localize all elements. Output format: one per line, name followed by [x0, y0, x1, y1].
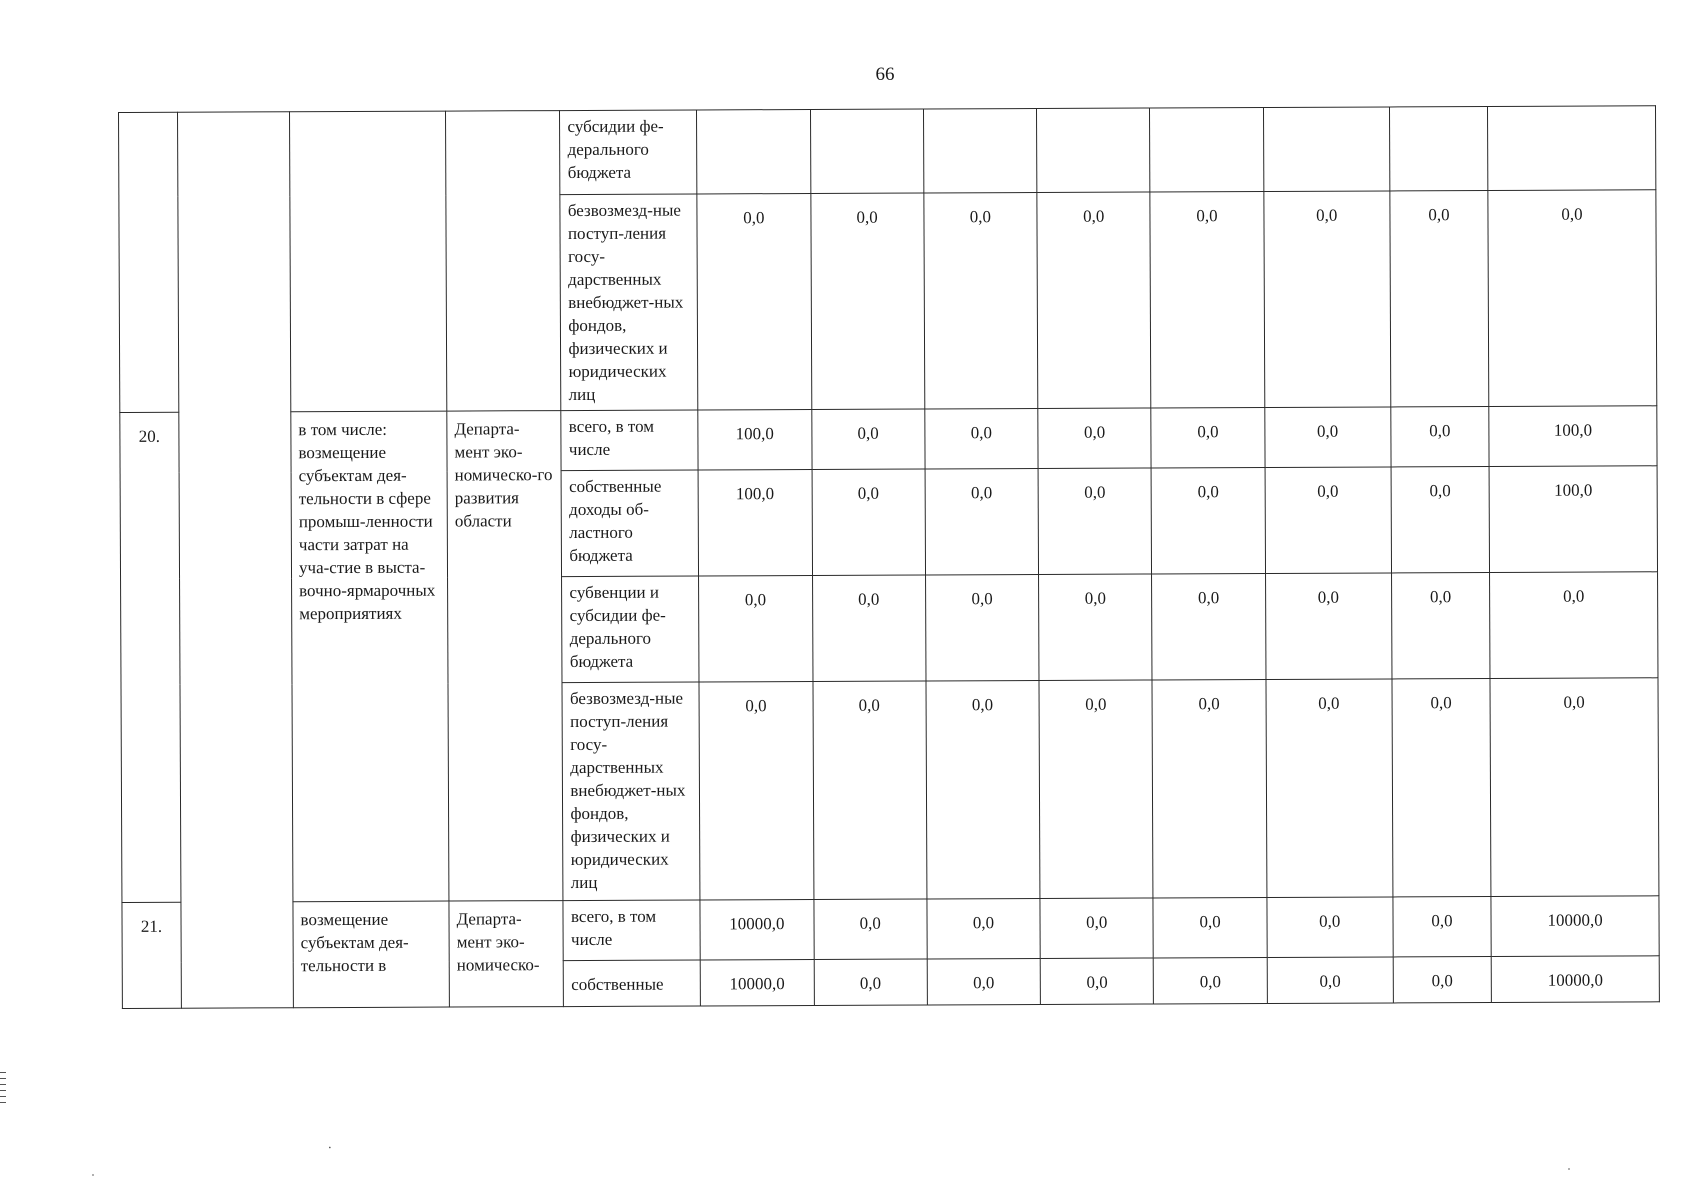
- funding-source-cell: субсидии фе-дерального бюджета: [560, 110, 697, 195]
- scan-speck: [92, 1174, 94, 1176]
- table-row: [120, 406, 1657, 473]
- value-cell: 0,0: [1391, 407, 1490, 467]
- measure-cell: возмещение субъектам дея-тельности в: [293, 901, 450, 1008]
- executor-cell: [446, 111, 562, 411]
- funding-source-cell: всего, в том числе: [563, 900, 700, 961]
- scan-artifact: [0, 1084, 6, 1085]
- executor-cell: Департа-мент эко-номическо-: [449, 901, 564, 1007]
- value-cell: [1488, 106, 1656, 191]
- budget-table: [118, 105, 1660, 1009]
- value-cell: 0,0: [810, 193, 924, 409]
- scan-artifact: [0, 1102, 6, 1103]
- value-cell: 0,0: [813, 899, 927, 959]
- value-cell: 0,0: [1153, 897, 1267, 957]
- row-number-cell: [119, 112, 179, 412]
- value-cell: 0,0: [1040, 898, 1154, 958]
- value-cell: 0,0: [1391, 467, 1490, 573]
- value-cell: 0,0: [814, 959, 927, 1005]
- executor-cell: Департа-мент эко-номическо-го развития области: [447, 411, 563, 901]
- row-number-cell: 21.: [122, 902, 181, 1008]
- value-cell: 0,0: [1150, 192, 1264, 408]
- value-cell: 100,0: [1489, 406, 1657, 467]
- value-cell: 0,0: [1040, 958, 1153, 1004]
- value-cell: 0,0: [926, 680, 1040, 898]
- value-cell: [1389, 107, 1488, 191]
- value-cell: [697, 109, 811, 193]
- value-cell: 0,0: [1038, 408, 1152, 468]
- value-cell: 100,0: [698, 409, 812, 469]
- table-row: [122, 896, 1659, 963]
- value-cell: 0,0: [699, 681, 813, 899]
- value-cell: 100,0: [1489, 466, 1657, 573]
- measure-cell: в том числе: возмещение субъектам дея-тельности в сфере промыш-ленности части затрат на уча-стие в выста-вочно-ярмарочных мероприятиях: [291, 411, 449, 902]
- value-cell: [1037, 108, 1151, 192]
- value-cell: [1263, 107, 1389, 192]
- value-cell: 0,0: [1490, 678, 1659, 897]
- value-cell: 0,0: [925, 468, 1039, 574]
- value-cell: 0,0: [1391, 573, 1490, 679]
- page-number: 66: [875, 64, 895, 85]
- value-cell: 0,0: [1393, 897, 1492, 957]
- value-cell: 0,0: [1265, 573, 1392, 680]
- value-cell: 0,0: [927, 958, 1040, 1004]
- value-cell: 10000,0: [1491, 956, 1659, 1003]
- value-cell: 0,0: [1393, 957, 1492, 1003]
- value-cell: 0,0: [925, 408, 1039, 468]
- value-cell: 0,0: [812, 575, 926, 681]
- funding-source-cell: всего, в том числе: [561, 410, 698, 471]
- value-cell: 0,0: [1392, 679, 1491, 897]
- scan-speck: [1568, 1168, 1570, 1170]
- funding-source-cell: безвозмезд-ные поступ-ления госу-дарственных внебюджет-ных фондов, физических и юридических лиц: [562, 682, 700, 901]
- value-cell: 0,0: [1267, 957, 1393, 1004]
- value-cell: [923, 108, 1037, 192]
- value-cell: 0,0: [1490, 572, 1658, 679]
- value-cell: 0,0: [699, 575, 813, 681]
- value-cell: 0,0: [927, 898, 1041, 958]
- value-cell: 0,0: [1152, 573, 1266, 679]
- value-cell: 0,0: [812, 681, 926, 899]
- value-cell: 0,0: [1265, 467, 1392, 574]
- funding-source-cell: собственные доходы об-ластного бюджета: [561, 470, 698, 577]
- value-cell: 10000,0: [700, 899, 814, 959]
- value-cell: 0,0: [697, 193, 811, 409]
- value-cell: 10000,0: [1491, 896, 1659, 957]
- value-cell: 100,0: [698, 469, 812, 575]
- scan-artifact: [0, 1072, 6, 1073]
- value-cell: 0,0: [1152, 679, 1266, 897]
- program-dot: ·: [327, 1141, 333, 1157]
- value-cell: 10000,0: [700, 959, 813, 1005]
- value-cell: 0,0: [1151, 467, 1265, 573]
- funding-source-cell: субвенции и субсидии фе-дерального бюджета: [562, 576, 699, 683]
- scan-artifact: [0, 1096, 6, 1097]
- row-number-cell: 20.: [120, 412, 181, 902]
- value-cell: 0,0: [925, 574, 1039, 680]
- program-cell: [177, 112, 293, 1008]
- value-cell: 0,0: [1390, 191, 1489, 407]
- value-cell: 0,0: [812, 469, 926, 575]
- value-cell: 0,0: [811, 409, 925, 469]
- value-cell: 0,0: [1267, 897, 1393, 958]
- value-cell: 0,0: [1039, 680, 1153, 898]
- value-cell: 0,0: [1266, 679, 1393, 898]
- value-cell: 0,0: [1039, 574, 1153, 680]
- measure-cell: [290, 111, 447, 412]
- value-cell: 0,0: [1038, 468, 1152, 574]
- budget-table-sheet: [118, 105, 1660, 1157]
- scan-artifact: [0, 1090, 6, 1091]
- value-cell: [1150, 108, 1264, 192]
- value-cell: 0,0: [1151, 408, 1265, 468]
- value-cell: [810, 109, 924, 193]
- value-cell: 0,0: [1264, 407, 1390, 468]
- scan-artifact: [0, 1078, 6, 1079]
- funding-source-cell: безвозмезд-ные поступ-ления госу-дарственных внебюджет-ных фондов, физических и юридических лиц: [560, 194, 698, 411]
- value-cell: 0,0: [1264, 191, 1391, 408]
- funding-source-cell: собственные: [564, 960, 701, 1007]
- value-cell: 0,0: [1154, 957, 1267, 1003]
- value-cell: 0,0: [1037, 192, 1151, 408]
- value-cell: 0,0: [1488, 190, 1657, 407]
- table-row: [119, 106, 1656, 197]
- value-cell: 0,0: [924, 192, 1038, 408]
